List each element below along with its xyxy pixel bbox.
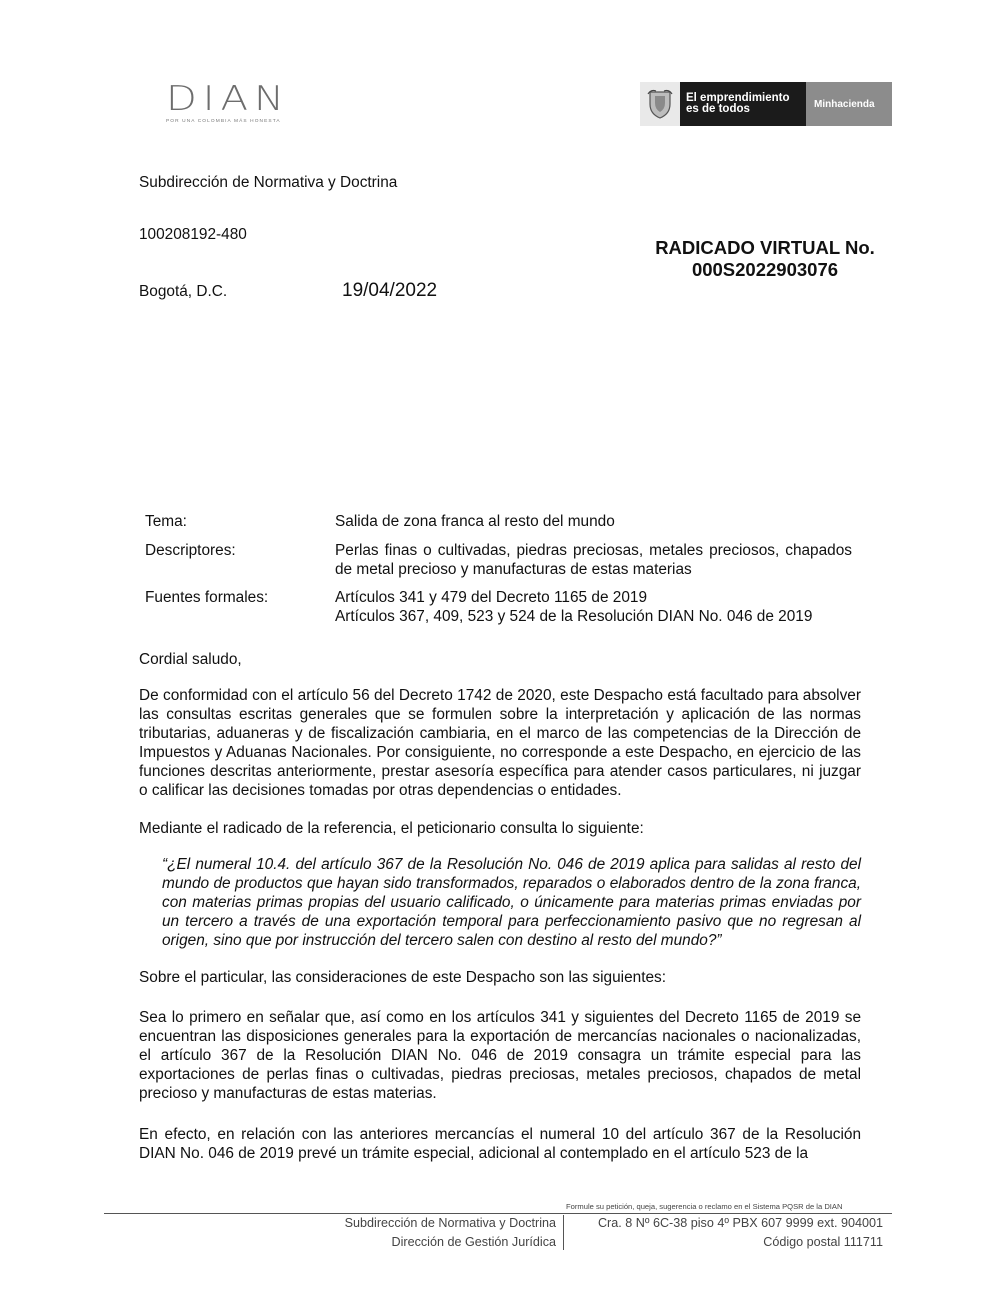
descriptores-label: Descriptores: [145,542,236,559]
footer-office-line2: Dirección de Gestión Jurídica [391,1235,556,1249]
reference-number: 100208192-480 [139,226,247,243]
government-banner [640,82,892,126]
footer-office [345,1214,556,1252]
summary-row-descriptores [145,541,855,581]
office-name: Subdirección de Normativa y Doctrina [139,174,398,191]
summary-row-tema [145,512,855,532]
footer-vertical-divider [563,1215,564,1250]
paragraph-4: Sea lo primero en señalar que, así como en los artículos 341 y siguientes del Decreto 1165 de 2019 se encuentran las disposiciones generales para la exportación de mercancías nacionales o nacionalizadas, el artículo 367 de la Resolución DIAN No. 046 de 2019 consagra un trámite especial para las exportaciones de perlas finas o cultivadas, piedras preciosas, metales preciosos, chapados de metal precioso y manufacturas de estas materias. [139,1009,861,1102]
quoted-question: “¿El numeral 10.4. del artículo 367 de la Resolución No. 046 de 2019 aplica para salidas al resto del mundo de productos que hayan sido transformados, reparados o elaborados dentro de la zona franca, con materias primas propias del usuario calificado, o únicamente para materias primas enviadas por un tercero a través de una exportación temporal para perfeccionamiento pasivo que no regresan al origen, sino que por instrucción del tercero salen con destino al resto del mundo?” [162,856,861,949]
tema-label: Tema: [145,513,187,530]
dian-logo-tagline: POR UNA COLOMBIA MÁS HONESTA [166,119,281,124]
paragraph-3: Sobre el particular, las consideraciones de este Despacho son las siguientes: [139,969,667,986]
paragraph-5: En efecto, en relación con las anteriores mercancías el numeral 10 del artículo 367 de la Resolución DIAN No. 046 de 2019 prevé un trámite especial, adicional al contemplado en el artículo 523 de la [139,1126,861,1162]
radicado-label: RADICADO VIRTUAL No. [655,237,875,258]
radicado-number [600,237,930,281]
fuentes-line1: Artículos 341 y 479 del Decreto 1165 de 2019 [335,589,648,606]
fuentes-label: Fuentes formales: [145,589,269,606]
gov-slogan-line1: El emprendimiento [686,92,790,104]
coat-of-arms-icon [640,82,680,126]
descriptores-value: Perlas finas o cultivadas, piedras preciosas, metales preciosos, chapados de metal precioso y manufacturas de estas materias [335,542,852,578]
fuentes-line2: Artículos 367, 409, 523 y 524 de la Resolución DIAN No. 046 de 2019 [335,608,813,625]
gov-slogan [680,82,806,126]
greeting: Cordial saludo, [139,651,242,668]
gov-slogan-line2: es de todos [686,103,750,115]
footer-address-line1: Cra. 8 Nº 6C-38 piso 4º PBX 607 9999 ext. 904001 [597,1216,883,1230]
dian-logo [166,79,324,128]
footer-address-line2: Código postal 111711 [763,1235,883,1249]
footer-pqsr-note: Formule su petición, queja, sugerencia o reclamo en el Sistema PQSR de la DIAN [566,1202,843,1211]
paragraph-1: De conformidad con el artículo 56 del Decreto 1742 de 2020, este Despacho está facultado para absolver las consultas escritas generales que se formulen sobre la interpretación y aplicación de las normas tributarias, aduaneras y de fiscalización cambiaria, en el marco de las competencias de la Dirección de Impuestos y Aduanas Nacionales. Por consiguiente, no corresponde a este Despacho, en ejercicio de las funciones descritas anteriormente, prestar asesoría específica para atender casos particulares, ni juzgar o calificar las decisiones tomadas por otras dependencias o entidades. [139,687,861,799]
summary-row-fuentes [145,588,855,628]
paragraph-2: Mediante el radicado de la referencia, el peticionario consulta lo siguiente: [139,820,644,837]
letter-date: 19/04/2022 [342,280,438,301]
city: Bogotá, D.C. [139,283,228,300]
fuentes-value [335,588,852,626]
footer-address [598,1214,883,1252]
dian-logo-text: DIAN [166,79,290,119]
tema-value: Salida de zona franca al resto del mundo [335,513,615,530]
radicado-value: 000S2022903076 [691,259,839,280]
footer-office-line1: Subdirección de Normativa y Doctrina [344,1216,556,1230]
ministry-label: Minhacienda [806,82,892,126]
